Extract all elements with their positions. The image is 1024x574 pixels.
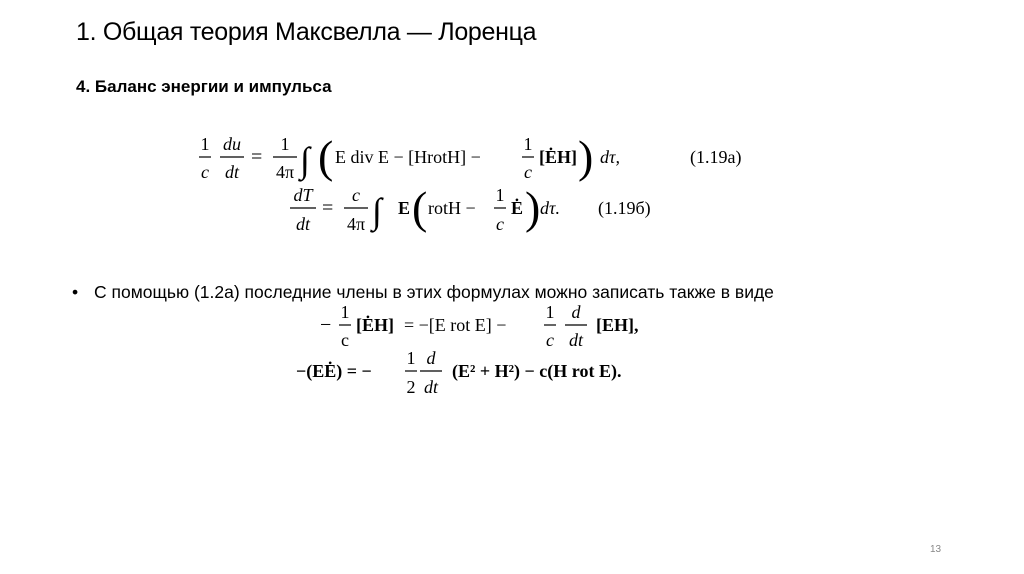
eq3-minus: − [320, 314, 332, 336]
bullet-item [72, 282, 774, 303]
eq1-inner-num: 1 [523, 134, 533, 154]
eq2-lhs-num: dT [293, 185, 313, 205]
section-heading: 4. Баланс энергии и импульса [76, 77, 332, 96]
eq3-term-b: [EH], [596, 315, 639, 335]
eq2-lhs-den: dt [295, 214, 311, 234]
eq2-body-c: Ė [511, 198, 524, 218]
eq1-coef-den: 4π [275, 162, 295, 182]
eq2-coef-num: c [352, 185, 360, 205]
eq1-integral: ∫ [300, 140, 310, 180]
eq1-paren-close: ) [578, 131, 594, 182]
eq1-equals: = [251, 146, 263, 168]
equation-3 [320, 302, 639, 350]
slide-title: 1. Общая теория Максвелла — Лоренца [76, 18, 537, 46]
page-number: 13 [930, 544, 942, 555]
eq4-num: 1 [406, 348, 416, 368]
eq1-body-b: [ĖH] [539, 147, 577, 167]
eq1-inner-den: c [524, 162, 532, 182]
eq4-num2: d [426, 348, 436, 368]
equation-1-19b [290, 182, 651, 234]
eq1-lhs-num-a: 1 [200, 134, 210, 154]
eq3-term-a: [ĖH] [356, 315, 394, 335]
eq1-lhs-den-a: c [201, 162, 209, 182]
eq3-num2: 1 [545, 302, 555, 322]
eq1-coef-num: 1 [280, 134, 290, 154]
eq2-paren-close: ) [525, 182, 541, 233]
eq3-num3: d [571, 302, 581, 322]
eq2-equals: = [322, 197, 334, 219]
eq4-den: 2 [406, 377, 416, 397]
eq1-paren-open: ( [318, 131, 334, 182]
eq3-den2: c [546, 330, 554, 350]
eq3-den: c [341, 330, 349, 350]
eq3-num: 1 [340, 302, 350, 322]
eq3-den3: dt [568, 330, 584, 350]
eq2-coef-den: 4π [346, 214, 366, 234]
eq1-label: (1.19а) [690, 147, 742, 167]
bullet-marker: • [72, 282, 79, 302]
eq3-rhs-a: = −[E rot E] − [404, 315, 507, 335]
eq2-inner-num: 1 [495, 185, 505, 205]
eq1-body-a: E div E − [HrotH] − [335, 147, 481, 167]
eq2-tail: dτ. [540, 198, 560, 218]
eq1-tail: dτ, [600, 147, 620, 167]
bullet-text: С помощью (1.2а) последние члены в этих формулах можно записать также в виде [94, 282, 774, 302]
eq2-paren-open: ( [412, 182, 428, 233]
eq2-inner-den: c [496, 214, 504, 234]
eq1-lhs-den-b: dt [224, 162, 240, 182]
eq4-rhs: (E² + H²) − c(H rot E). [452, 361, 622, 381]
equation-1-19a [199, 131, 741, 182]
eq2-body-b: rotH − [428, 198, 476, 218]
eq2-integral: ∫ [372, 191, 382, 231]
eq1-lhs-num-b: du [223, 134, 241, 154]
eq2-label: (1.19б) [598, 198, 651, 218]
equation-4 [296, 348, 621, 397]
eq4-den2: dt [423, 377, 439, 397]
eq4-lhs: −(EĖ) = − [296, 361, 372, 381]
eq2-body-a: E [398, 198, 411, 218]
